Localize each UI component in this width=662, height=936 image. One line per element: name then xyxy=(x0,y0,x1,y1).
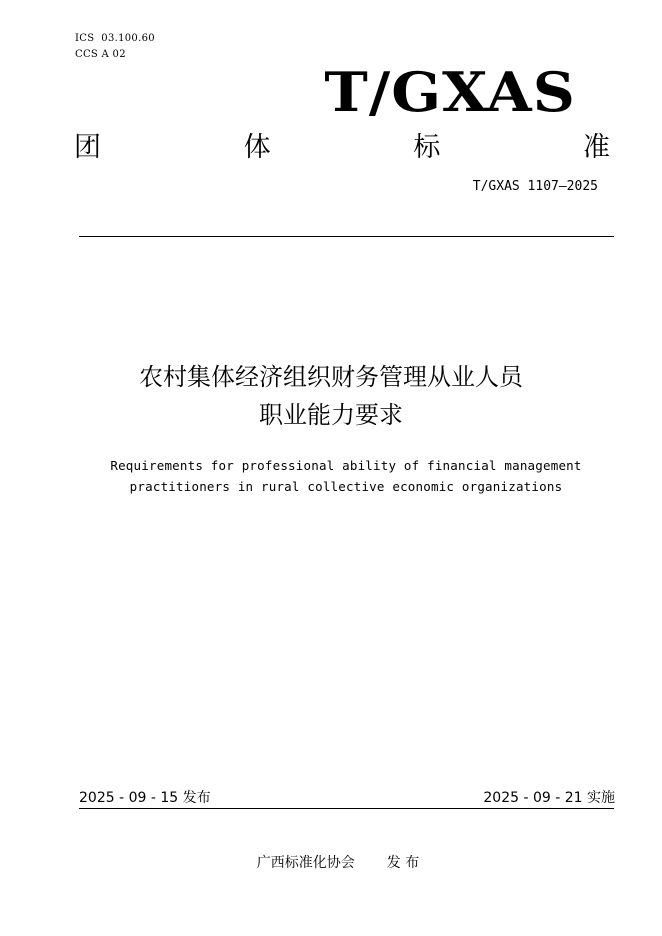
organization-mark: T/GXAS xyxy=(324,60,576,124)
standard-type-char: 准 xyxy=(582,131,610,163)
standard-type-char: 标 xyxy=(413,131,441,163)
standard-type-char: 体 xyxy=(243,131,271,163)
standard-type xyxy=(74,124,610,164)
publisher-name: 广西标准化协会 xyxy=(256,855,355,871)
chinese-title xyxy=(0,358,662,434)
issue-date: 2025 - 09 - 15 发布 xyxy=(79,790,211,806)
chinese-title-line: 农村集体经济组织财务管理从业人员 xyxy=(139,363,523,391)
publisher-line xyxy=(0,854,662,872)
english-title-line: Requirements for professional ability of financial management xyxy=(110,458,582,473)
footer-divider xyxy=(79,808,614,809)
ccs-code: CCS A 02 xyxy=(75,49,126,60)
english-title xyxy=(0,455,662,497)
english-title-line: practitioners in rural collective economic organizations xyxy=(129,479,563,494)
standard-type-char: 团 xyxy=(74,131,101,163)
standard-number: T/GXAS 1107—2025 xyxy=(472,179,598,194)
classification-codes xyxy=(75,31,155,63)
header-divider xyxy=(79,236,614,237)
implementation-date: 2025 - 09 - 21 实施 xyxy=(483,790,615,806)
ics-code: ICS 03.100.60 xyxy=(75,33,155,44)
chinese-title-line: 职业能力要求 xyxy=(259,401,403,429)
publisher-action: 发 布 xyxy=(386,855,420,871)
